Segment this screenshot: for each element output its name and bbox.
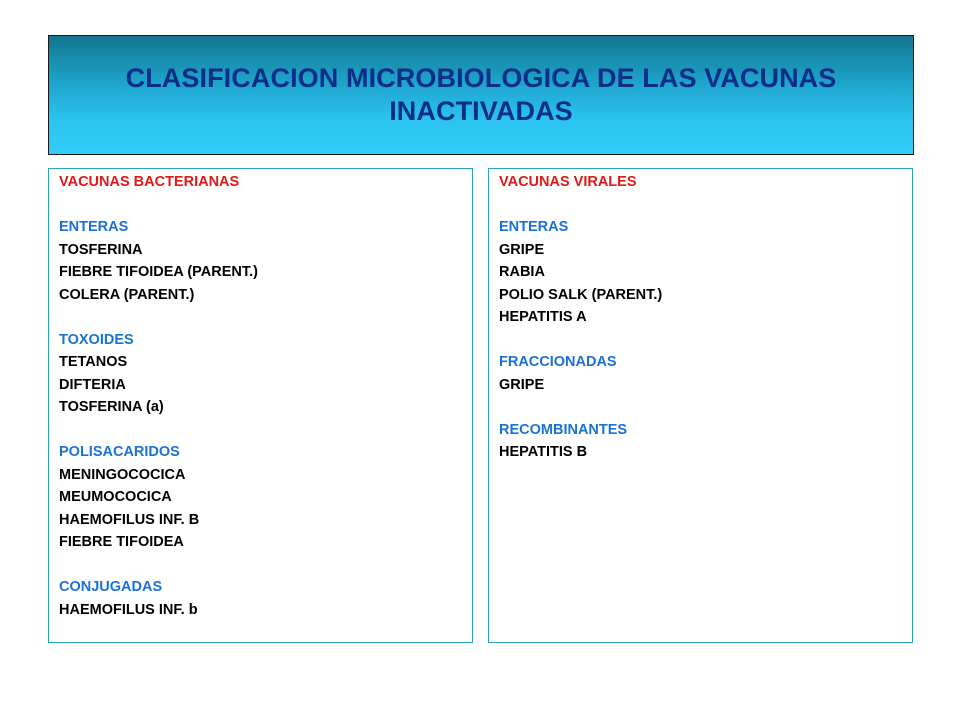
- group-title: CONJUGADAS: [59, 579, 163, 595]
- list-item: HAEMOFILUS INF. b: [59, 601, 198, 618]
- bacterial-vaccines-heading: VACUNAS BACTERIANAS: [59, 174, 240, 190]
- viral-group-enteras: [499, 216, 912, 329]
- title-banner: [48, 35, 914, 155]
- group-title: FRACCIONADAS: [499, 354, 617, 370]
- list-item: TOSFERINA (a): [59, 399, 164, 415]
- bacterial-group-polisacaridos: [59, 441, 472, 554]
- viral-vaccines-heading: VACUNAS VIRALES: [499, 174, 637, 190]
- group-title: TOXOIDES: [59, 331, 134, 348]
- bacterial-group-conjugadas: [59, 576, 472, 621]
- list-item: FIEBRE TIFOIDEA (PARENT.): [59, 264, 258, 280]
- viral-vaccines-panel: [488, 168, 913, 643]
- slide-title-line-1: CLASIFICACION MICROBIOLOGICA DE LAS VACUNAS: [125, 63, 837, 93]
- list-item: MENINGOCOCICA: [59, 466, 186, 483]
- list-item: MEUMOCOCICA: [59, 489, 172, 505]
- list-item: GRIPE: [499, 376, 545, 393]
- list-item: HAEMOFILUS INF. B: [59, 511, 200, 528]
- group-title: ENTERAS: [59, 219, 129, 235]
- group-title: RECOMBINANTES: [499, 421, 628, 438]
- list-item: COLERA (PARENT.): [59, 286, 195, 303]
- bacterial-vaccines-panel: [48, 168, 473, 643]
- list-item: TETANOS: [59, 354, 128, 370]
- list-item: HEPATITIS A: [499, 309, 587, 325]
- group-title: POLISACARIDOS: [59, 444, 180, 460]
- list-item: HEPATITIS B: [499, 444, 588, 460]
- bacterial-group-toxoides: [59, 329, 472, 419]
- viral-group-recombinantes: [499, 419, 912, 464]
- slide-title: [126, 62, 837, 128]
- viral-group-fraccionadas: [499, 351, 912, 396]
- bacterial-group-enteras: [59, 216, 472, 306]
- list-item: TOSFERINA: [59, 241, 143, 258]
- list-item: GRIPE: [499, 241, 545, 258]
- list-item: FIEBRE TIFOIDEA: [59, 534, 184, 550]
- list-item: DIFTERIA: [59, 376, 126, 393]
- group-title: ENTERAS: [499, 219, 569, 235]
- slide-title-line-2: INACTIVADAS: [389, 96, 573, 126]
- list-item: POLIO SALK (PARENT.): [499, 286, 663, 303]
- list-item: RABIA: [499, 264, 545, 280]
